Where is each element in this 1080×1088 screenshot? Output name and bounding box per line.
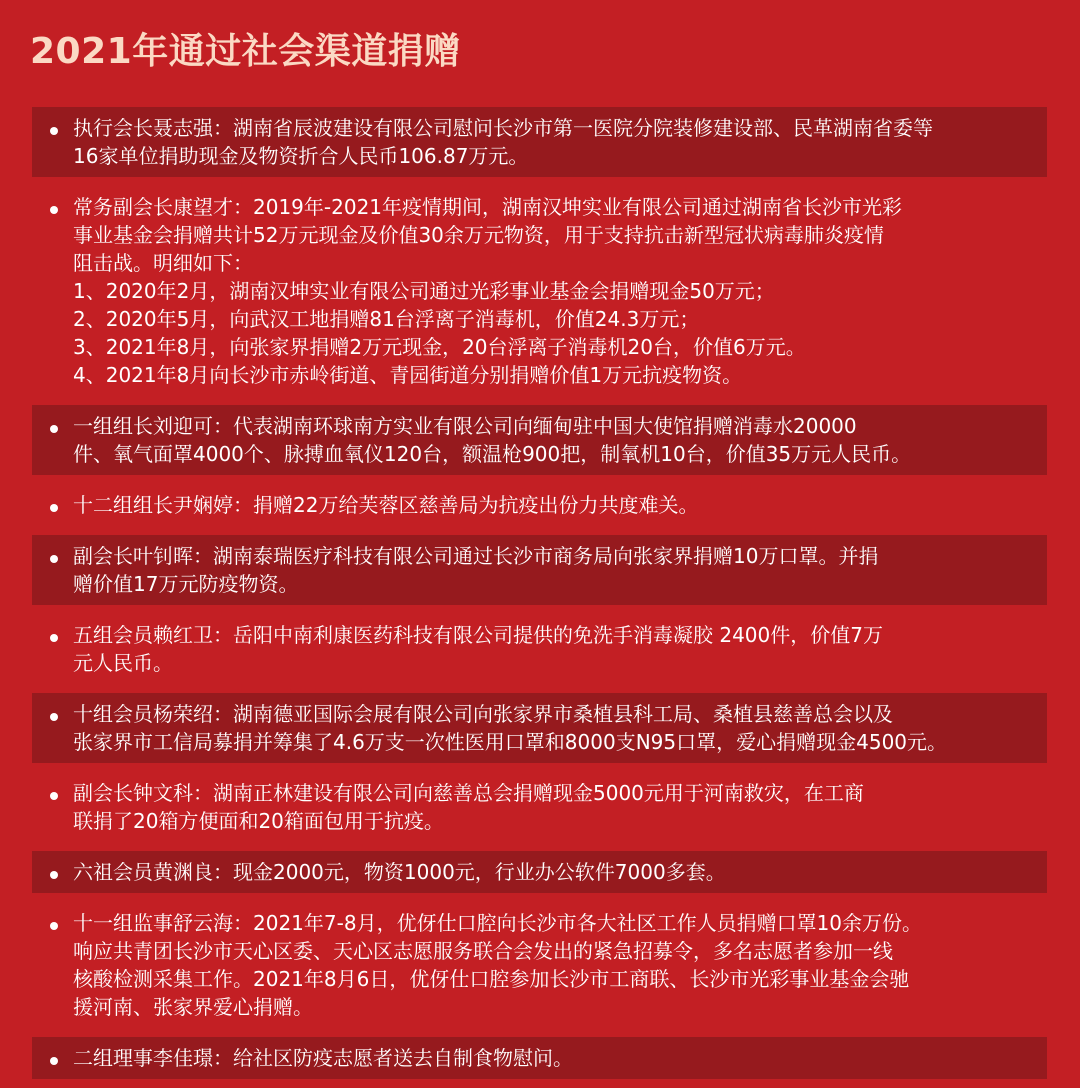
- donation-entry: [32, 614, 1047, 684]
- entry-text-line: 执行会长聂志强：湖南省辰波建设有限公司慰问长沙市第一医院分院装修建设部、民革湖南省委等: [73, 116, 933, 140]
- entry-text-line: 一组组长刘迎可：代表湖南环球南方实业有限公司向缅甸驻中国大使馆捐赠消毒水20000: [73, 414, 857, 438]
- bullet-icon: [50, 1057, 58, 1065]
- bullet-icon: [50, 206, 58, 214]
- donation-list: [32, 107, 1047, 1088]
- bullet-icon: [50, 127, 58, 135]
- entry-text-line: 事业基金会捐赠共计52万元现金及价值30余万元物资，用于支持抗击新型冠状病毒肺炎疫情: [73, 223, 884, 247]
- bullet-icon: [50, 634, 58, 642]
- entry-text-line: 阻击战。明细如下：: [73, 251, 253, 275]
- page-title: 2021年通过社会渠道捐赠: [30, 31, 461, 72]
- donation-entry: [32, 484, 1047, 526]
- entry-text-line: 3、2021年8月，向张家界捐赠2万元现金，20台浮离子消毒机20台，价值6万元。: [73, 335, 806, 359]
- entry-text-line: 赠价值17万元防疫物资。: [73, 572, 299, 596]
- bullet-icon: [50, 504, 58, 512]
- donation-entry: [32, 1037, 1047, 1079]
- entry-text-line: 2、2020年5月，向武汉工地捐赠81台浮离子消毒机，价值24.3万元；: [73, 307, 700, 331]
- entry-text-line: 元人民币。: [73, 651, 173, 675]
- entry-text-line: 核酸检测采集工作。2021年8月6日，优伢仕口腔参加长沙市工商联、长沙市光彩事业基金会驰: [73, 967, 910, 991]
- bullet-icon: [50, 792, 58, 800]
- entry-text-line: 六祖会员黄渊良：现金2000元，物资1000元，行业办公软件7000多套。: [73, 860, 726, 884]
- entry-text-line: 副会长钟文科：湖南正林建设有限公司向慈善总会捐赠现金5000元用于河南救灾，在工商: [73, 781, 864, 805]
- entry-text-line: 援河南、张家界爱心捐赠。: [73, 995, 313, 1019]
- donation-entry: [32, 535, 1047, 605]
- bullet-icon: [50, 922, 58, 930]
- donation-entry: [32, 902, 1047, 1028]
- entry-text-line: 十一组监事舒云海：2021年7-8月，优伢仕口腔向长沙市各大社区工作人员捐赠口罩10余万份。: [73, 911, 923, 935]
- entry-text-line: 十组会员杨荣绍：湖南德亚国际会展有限公司向张家界市桑植县科工局、桑植县慈善总会以及: [73, 702, 893, 726]
- entry-text-line: 常务副会长康望才：2019年-2021年疫情期间，湖南汉坤实业有限公司通过湖南省长沙市光彩: [73, 195, 903, 219]
- entry-text-line: 联捐了20箱方便面和20箱面包用于抗疫。: [73, 809, 444, 833]
- donation-entry: [32, 693, 1047, 763]
- bullet-icon: [50, 425, 58, 433]
- donation-entry: [32, 851, 1047, 893]
- donation-entry: [32, 405, 1047, 475]
- donation-entry: [32, 186, 1047, 396]
- donation-entry: [32, 107, 1047, 177]
- entry-text-line: 4、2021年8月向长沙市赤岭街道、青园街道分别捐赠价值1万元抗疫物资。: [73, 363, 743, 387]
- bullet-icon: [50, 555, 58, 563]
- entry-text-line: 五组会员赖红卫：岳阳中南利康医药科技有限公司提供的免洗手消毒凝胶 2400件，价值7万: [73, 623, 883, 647]
- entry-text-line: 1、2020年2月，湖南汉坤实业有限公司通过光彩事业基金会捐赠现金50万元；: [73, 279, 775, 303]
- entry-text-line: 十二组组长尹娴婷：捐赠22万给芙蓉区慈善局为抗疫出份力共度难关。: [73, 493, 699, 517]
- entry-text-line: 二组理事李佳璟：给社区防疫志愿者送去自制食物慰问。: [73, 1046, 573, 1070]
- bullet-icon: [50, 871, 58, 879]
- donation-entry: [32, 772, 1047, 842]
- entry-text-line: 件、氧气面罩4000个、脉搏血氧仪120台，额温枪900把，制氧机10台，价值35万元人民币。: [73, 442, 912, 466]
- entry-text-line: 16家单位捐助现金及物资折合人民币106.87万元。: [73, 144, 529, 168]
- bullet-icon: [50, 713, 58, 721]
- entry-text-line: 响应共青团长沙市天心区委、天心区志愿服务联合会发出的紧急招募令，多名志愿者参加一线: [73, 939, 893, 963]
- entry-text-line: 副会长叶钊晖：湖南泰瑞医疗科技有限公司通过长沙市商务局向张家界捐赠10万口罩。并捐: [73, 544, 879, 568]
- entry-text-line: 张家界市工信局募捐并筹集了4.6万支一次性医用口罩和8000支N95口罩，爱心捐赠现金4500元。: [73, 730, 948, 754]
